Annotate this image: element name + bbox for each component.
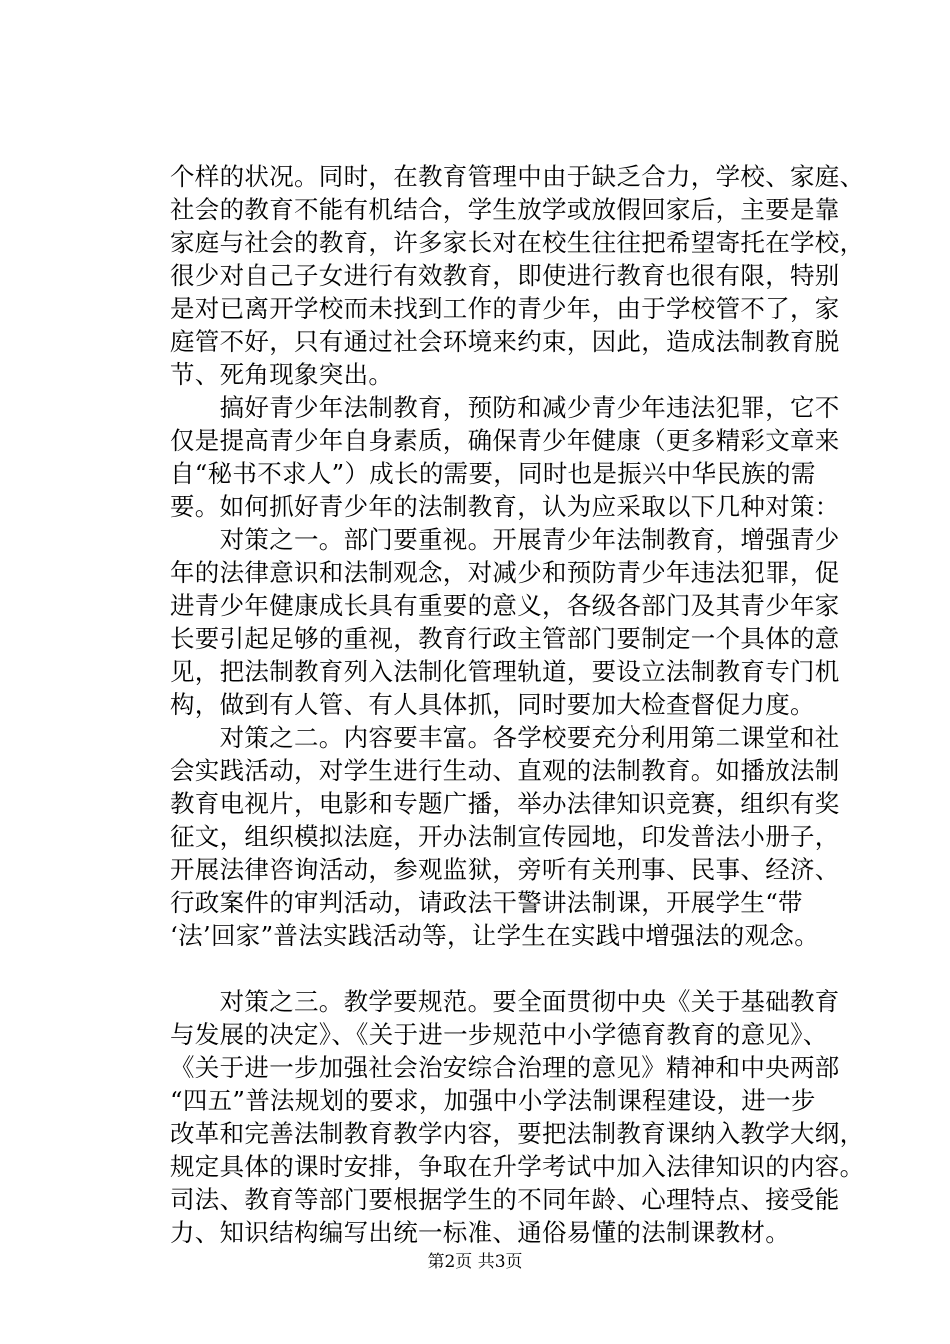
text-line: 搞好青少年法制教育，预防和减少青少年违法犯罪，它不 — [170, 393, 840, 422]
text-line: 力、知识结构编写出统一标准、通俗易懂的法制课教材。 — [170, 1218, 790, 1247]
text-line: 个样的状况。同时，在教育管理中由于缺乏合力，学校、家庭、 — [170, 162, 865, 191]
text-line: 很少对自己子女进行有效教育，即使进行教育也很有限，特别 — [170, 261, 840, 290]
page-footer: 第2页 共3页 — [427, 1252, 523, 1272]
text-line: 会实践活动，对学生进行生动、直观的法制教育。如播放法制 — [170, 756, 840, 785]
text-line: 家庭与社会的教育，许多家长对在校生往往把希望寄托在学校， — [170, 228, 865, 257]
text-line: 改革和完善法制教育教学内容，要把法制教育课纳入教学大纲， — [170, 1119, 865, 1148]
text-line: 教育电视片，电影和专题广播，举办法律知识竞赛，组织有奖 — [170, 789, 840, 818]
text-line: 对策之三。教学要规范。要全面贯彻中央《关于基础教育 — [170, 987, 840, 1016]
text-line: 司法、教育等部门要根据学生的不同年龄、心理特点、接受能 — [170, 1185, 840, 1214]
text-line: 仅是提高青少年自身素质，确保青少年健康（更多精彩文章来 — [170, 426, 840, 455]
text-line: 进青少年健康成长具有重要的意义，各级各部门及其青少年家 — [170, 591, 840, 620]
text-line: 见，把法制教育列入法制化管理轨道，要设立法制教育专门机 — [170, 657, 840, 686]
text-line: 自“秘书不求人”）成长的需要，同时也是振兴中华民族的需 — [170, 459, 816, 488]
text-line: ‘法’回家”普法实践活动等，让学生在实践中增强法的观念。 — [170, 921, 819, 950]
text-line: 长要引起足够的重视，教育行政主管部门要制定一个具体的意 — [170, 624, 840, 653]
text-line: 年的法律意识和法制观念，对减少和预防青少年违法犯罪，促 — [170, 558, 840, 587]
text-line: 《关于进一步加强社会治安综合治理的意见》精神和中央两部 — [170, 1053, 840, 1082]
body-text — [170, 160, 865, 1249]
text-line: 节、死角现象突出。 — [170, 360, 394, 389]
text-line: 要。如何抓好青少年的法制教育，认为应采取以下几种对策： — [170, 492, 840, 521]
text-line: 开展法律咨询活动，参观监狱，旁听有关刑事、民事、经济、 — [170, 855, 840, 884]
text-line: 是对已离开学校而未找到工作的青少年，由于学校管不了，家 — [170, 294, 840, 323]
text-line: 构，做到有人管、有人具体抓，同时要加大检查督促力度。 — [170, 690, 815, 719]
text-line: 征文，组织模拟法庭，开办法制宣传园地，印发普法小册子， — [170, 822, 840, 851]
text-line: 行政案件的审判活动，请政法干警讲法制课，开展学生“带 — [170, 888, 803, 917]
blank-line — [170, 952, 860, 985]
text-line: 社会的教育不能有机结合，学生放学或放假回家后，主要是靠 — [170, 195, 840, 224]
text-line: 对策之一。部门要重视。开展青少年法制教育，增强青少 — [170, 525, 840, 554]
text-line: 对策之二。内容要丰富。各学校要充分利用第二课堂和社 — [170, 723, 840, 752]
text-line: 规定具体的课时安排，争取在升学考试中加入法律知识的内容。 — [170, 1152, 865, 1181]
text-line: “四五”普法规划的要求，加强中小学法制课程建设，进一步 — [170, 1086, 816, 1115]
text-line: 庭管不好，只有通过社会环境来约束，因此，造成法制教育脱 — [170, 327, 840, 356]
text-line: 与发展的决定》、《关于进一步规范中小学德育教育的意见》、 — [170, 1020, 828, 1049]
